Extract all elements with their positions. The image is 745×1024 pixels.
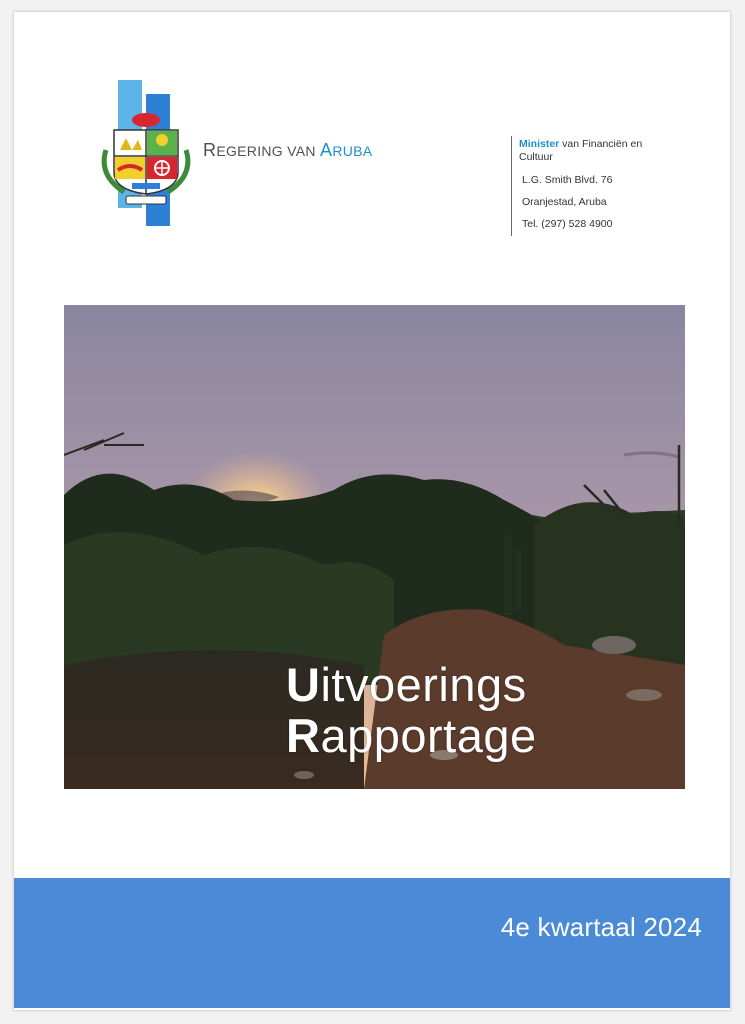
title-line-1: Uitvoerings bbox=[286, 658, 527, 711]
address-block bbox=[519, 138, 669, 231]
phone-number: Tel. (297) 528 4900 bbox=[522, 218, 613, 230]
ministry-name: Minister van Financiën en Cultuur bbox=[519, 138, 643, 163]
street-address: L.G. Smith Blvd. 76 bbox=[522, 174, 613, 186]
government-name: REGERING VAN ARUBA bbox=[203, 140, 373, 160]
address-divider bbox=[511, 136, 512, 236]
title-line-2: Rapportage bbox=[286, 709, 537, 762]
coat-of-arms-icon bbox=[96, 80, 196, 226]
city-address: Oranjestad, Aruba bbox=[522, 196, 607, 208]
report-period: 4e kwartaal 2024 bbox=[500, 912, 702, 942]
document-page bbox=[14, 12, 730, 1010]
footer-band bbox=[14, 878, 730, 1008]
report-title bbox=[286, 659, 537, 761]
